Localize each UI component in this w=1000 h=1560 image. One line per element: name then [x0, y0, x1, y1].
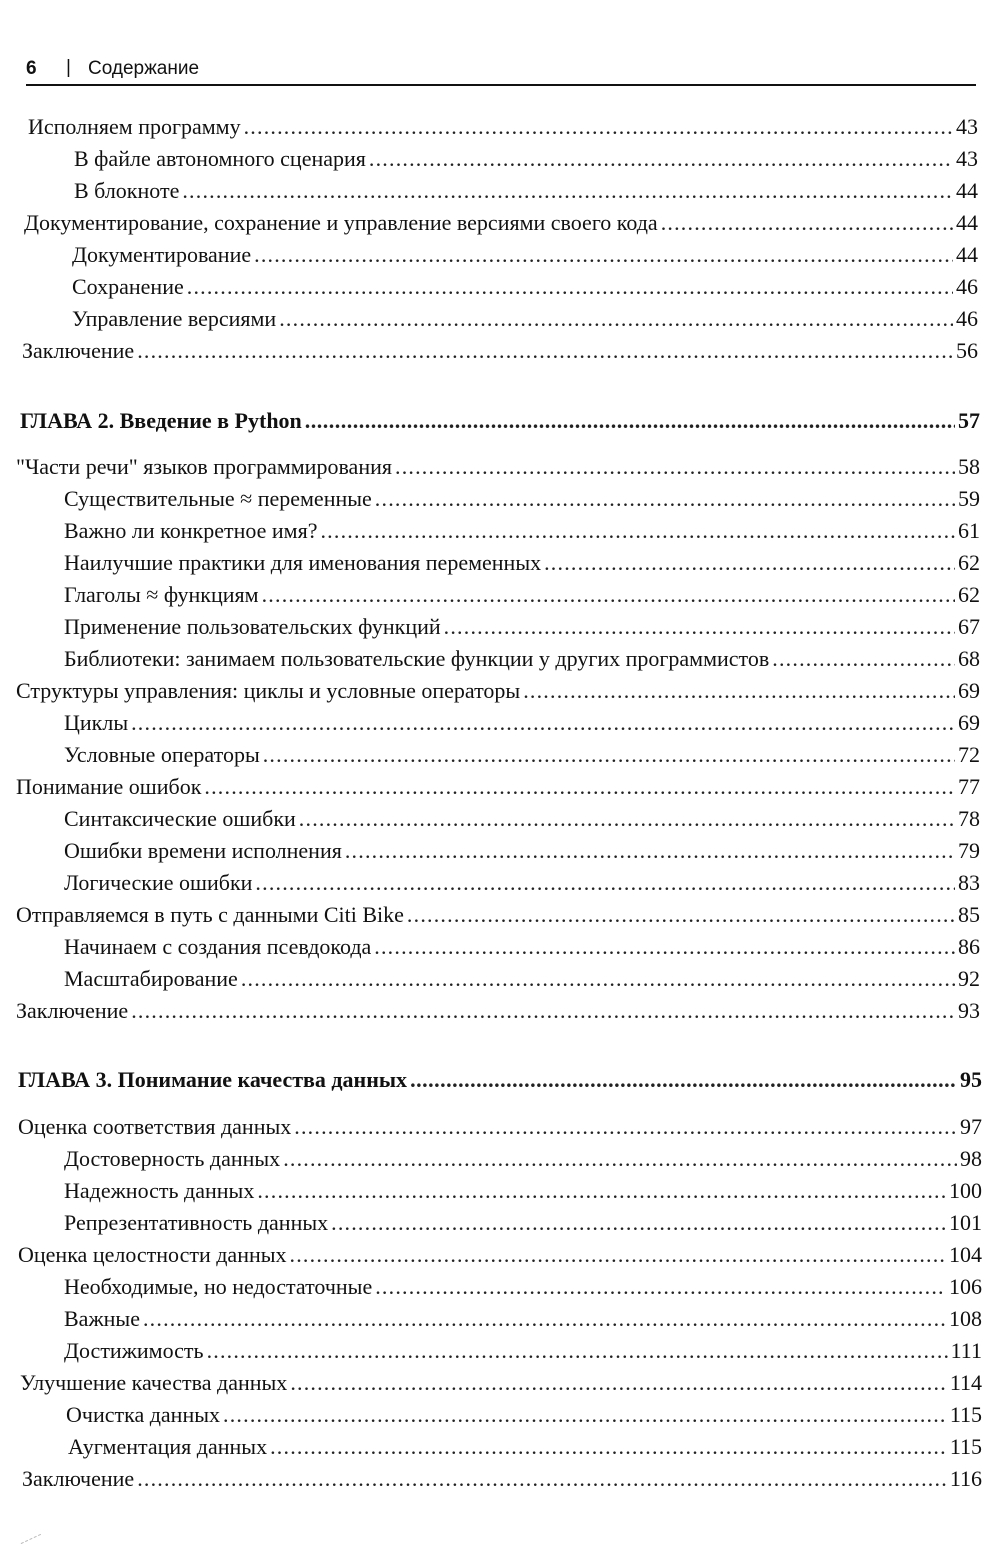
toc-entry-page-number: 106 — [949, 1274, 982, 1299]
toc-entry-title: Понимание ошибок — [16, 774, 202, 799]
toc-section-entry[interactable] — [28, 112, 978, 142]
toc-section-entry[interactable] — [16, 900, 980, 930]
dot-leader — [294, 1112, 957, 1142]
dot-leader — [241, 964, 955, 994]
toc-entry-title: Репрезентативность данных — [64, 1210, 329, 1235]
toc-entry-title: Оценка целостности данных — [18, 1242, 287, 1267]
dot-leader — [207, 1336, 948, 1366]
toc-entry-page-number: 43 — [956, 146, 978, 171]
dot-leader — [395, 452, 955, 482]
toc-entry-page-number: 79 — [958, 838, 980, 863]
toc-entry-page-number: 101 — [949, 1210, 982, 1235]
toc-entry-title: Документирование — [72, 242, 252, 267]
toc-entry-title: Библиотеки: занимаем пользовательские функции у других программистов — [64, 646, 770, 671]
dot-leader — [143, 1304, 946, 1334]
toc-subsection-entry[interactable] — [72, 304, 978, 334]
toc-entry-page-number: 116 — [949, 1466, 982, 1491]
toc-entry-page-number: 93 — [958, 998, 980, 1023]
dot-leader — [204, 772, 955, 802]
toc-entry-title: Заключение — [22, 338, 135, 363]
toc-entry-title: Синтаксические ошибки — [64, 806, 296, 831]
dot-leader — [407, 900, 955, 930]
dot-leader — [410, 1065, 957, 1095]
toc-subsection-entry[interactable] — [64, 932, 980, 962]
dot-leader — [270, 1432, 947, 1462]
running-head-separator: | — [66, 57, 71, 78]
dot-leader — [137, 336, 953, 366]
dot-leader — [369, 144, 953, 174]
toc-entry-page-number: 77 — [958, 774, 980, 799]
toc-entry-page-number: 46 — [956, 306, 978, 331]
toc-subsection-entry[interactable] — [64, 1208, 982, 1238]
toc-section-entry[interactable] — [22, 336, 978, 366]
dot-leader — [661, 208, 953, 238]
toc-chapter-entry[interactable] — [20, 406, 980, 436]
toc-subsection-entry[interactable] — [64, 708, 980, 738]
toc-entry-page-number: 67 — [958, 614, 980, 639]
toc-entry-title: ГЛАВА 2. Введение в Python — [20, 408, 302, 433]
toc-entry-page-number: 92 — [958, 966, 980, 991]
toc-entry-title: Аугментация данных — [68, 1434, 268, 1459]
toc-entry-title: Очистка данных — [66, 1402, 221, 1427]
toc-entry-title: Глаголы ≈ функциям — [64, 582, 259, 607]
toc-entry-title: Улучшение качества данных — [20, 1370, 288, 1395]
toc-entry-page-number: 58 — [958, 454, 980, 479]
toc-section-entry[interactable] — [20, 1368, 982, 1398]
toc-subsection-entry[interactable] — [64, 484, 980, 514]
toc-entry-page-number: 98 — [960, 1146, 982, 1171]
toc-entry-title: Достоверность данных — [64, 1146, 281, 1171]
dot-leader — [375, 484, 955, 514]
toc-subsection-entry[interactable] — [64, 516, 980, 546]
toc-entry-page-number: 69 — [958, 710, 980, 735]
toc-entry-title: Структуры управления: циклы и условные операторы — [16, 678, 521, 703]
dot-leader — [254, 240, 953, 270]
toc-subsection-entry[interactable] — [64, 964, 980, 994]
toc-entry-page-number: 44 — [956, 242, 978, 267]
toc-subsection-entry[interactable] — [68, 1432, 982, 1462]
toc-entry-page-number: 56 — [956, 338, 978, 363]
toc-subsection-entry[interactable] — [64, 612, 980, 642]
toc-entry-title: Заключение — [16, 998, 129, 1023]
toc-entry-title: Важно ли конкретное имя? — [64, 518, 318, 543]
toc-entry-title: Ошибки времени исполнения — [64, 838, 342, 863]
dot-leader — [137, 1464, 947, 1494]
page-scuff-mark — [21, 1534, 46, 1553]
dot-leader — [131, 708, 955, 738]
toc-entry-page-number: 62 — [958, 582, 980, 607]
toc-entry-page-number: 115 — [949, 1402, 982, 1427]
toc-entry-page-number: 114 — [949, 1370, 982, 1395]
toc-entry-page-number: 44 — [956, 210, 978, 235]
toc-entry-title: В блокноте — [74, 178, 180, 203]
toc-entry-title: Заключение — [22, 1466, 135, 1491]
toc-section-entry[interactable] — [16, 676, 980, 706]
toc-subsection-entry[interactable] — [64, 1144, 982, 1174]
dot-leader — [772, 644, 955, 674]
dot-leader — [279, 304, 953, 334]
toc-subsection-entry[interactable] — [64, 1272, 982, 1302]
toc-subsection-entry[interactable] — [64, 1176, 982, 1206]
toc-entry-title: Начинаем с создания псевдокода — [64, 934, 372, 959]
toc-entry-page-number: 59 — [958, 486, 980, 511]
toc-entry-title: Сохранение — [72, 274, 184, 299]
toc-subsection-entry[interactable] — [72, 240, 978, 270]
dot-leader — [374, 932, 955, 962]
toc-subsection-entry[interactable] — [66, 1400, 982, 1430]
dot-leader — [223, 1400, 947, 1430]
dot-leader — [255, 868, 955, 898]
toc-entry-page-number: 61 — [958, 518, 980, 543]
toc-section-entry[interactable] — [22, 1464, 982, 1494]
toc-entry-page-number: 100 — [949, 1178, 982, 1203]
dot-leader — [544, 548, 955, 578]
toc-entry-title: Применение пользовательских функций — [64, 614, 441, 639]
toc-subsection-entry[interactable] — [64, 548, 980, 578]
toc-subsection-entry[interactable] — [74, 144, 978, 174]
toc-entry-page-number: 104 — [949, 1242, 982, 1267]
dot-leader — [290, 1368, 947, 1398]
toc-entry-page-number: 68 — [958, 646, 980, 671]
toc-subsection-entry[interactable] — [64, 580, 980, 610]
toc-entry-title: Отправляемся в путь с данными Citi Bike — [16, 902, 404, 927]
dot-leader — [182, 176, 953, 206]
dot-leader — [187, 272, 953, 302]
toc-section-entry[interactable] — [24, 208, 978, 238]
toc-entry-page-number: 57 — [958, 408, 980, 433]
toc-entry-title: Логические ошибки — [64, 870, 253, 895]
toc-entry-page-number: 97 — [960, 1114, 982, 1139]
toc-section-entry[interactable] — [16, 996, 980, 1026]
toc-subsection-entry[interactable] — [64, 1336, 982, 1366]
toc-entry-title: В файле автономного сценария — [74, 146, 366, 171]
dot-leader — [345, 836, 955, 866]
toc-entry-page-number: 78 — [958, 806, 980, 831]
dot-leader — [263, 740, 955, 770]
toc-section-entry[interactable] — [18, 1240, 982, 1270]
toc-entry-title: Надежность данных — [64, 1178, 255, 1203]
dot-leader — [523, 676, 955, 706]
toc-subsection-entry[interactable] — [64, 740, 980, 770]
toc-entry-title: Условные операторы — [64, 742, 260, 767]
toc-entry-title: Циклы — [64, 710, 129, 735]
toc-subsection-entry[interactable] — [64, 836, 980, 866]
toc-entry-title: Достижимость — [64, 1338, 204, 1363]
toc-entry-title: Документирование, сохранение и управление версиями своего кода — [24, 210, 658, 235]
toc-section-entry[interactable] — [16, 772, 980, 802]
toc-entry-page-number: 72 — [958, 742, 980, 767]
dot-leader — [375, 1272, 946, 1302]
dot-leader — [444, 612, 955, 642]
dot-leader — [262, 580, 955, 610]
dot-leader — [331, 1208, 946, 1238]
toc-entry-page-number: 44 — [956, 178, 978, 203]
toc-entry-title: ГЛАВА 3. Понимание качества данных — [18, 1067, 408, 1092]
dot-leader — [320, 516, 955, 546]
toc-entry-title: Важные — [64, 1306, 140, 1331]
dot-leader — [244, 112, 953, 142]
toc-section-entry[interactable] — [16, 452, 980, 482]
toc-chapter-entry[interactable] — [18, 1065, 982, 1095]
toc-subsection-entry[interactable] — [64, 804, 980, 834]
toc-entry-title: Исполняем программу — [28, 114, 241, 139]
toc-entry-title: Управление версиями — [72, 306, 277, 331]
dot-leader — [305, 406, 955, 436]
toc-subsection-entry[interactable] — [64, 868, 980, 898]
toc-entry-page-number: 43 — [956, 114, 978, 139]
toc-entry-page-number: 111 — [950, 1338, 982, 1363]
toc-entry-title: "Части речи" языков программирования — [16, 454, 392, 479]
toc-entry-page-number: 115 — [949, 1434, 982, 1459]
toc-subsection-entry[interactable] — [64, 644, 980, 674]
toc-entry-title: Необходимые, но недостаточные — [64, 1274, 373, 1299]
toc-section-entry[interactable] — [18, 1112, 982, 1142]
toc-subsection-entry[interactable] — [64, 1304, 982, 1334]
dot-leader — [290, 1240, 946, 1270]
dot-leader — [299, 804, 955, 834]
running-head-title: Содержание — [88, 58, 200, 79]
toc-entry-title: Оценка соответствия данных — [18, 1114, 292, 1139]
toc-entry-title: Существительные ≈ переменные — [64, 486, 372, 511]
toc-entry-page-number: 95 — [960, 1067, 982, 1092]
dot-leader — [131, 996, 955, 1026]
toc-entry-page-number: 83 — [958, 870, 980, 895]
dot-leader — [283, 1144, 957, 1174]
toc-entry-page-number: 46 — [956, 274, 978, 299]
toc-entry-title: Наилучшие практики для именования переменных — [64, 550, 542, 575]
toc-entry-page-number: 62 — [958, 550, 980, 575]
dot-leader — [257, 1176, 946, 1206]
page-number: 6 — [26, 58, 37, 79]
toc-subsection-entry[interactable] — [74, 176, 978, 206]
toc-subsection-entry[interactable] — [72, 272, 978, 302]
toc-entry-title: Масштабирование — [64, 966, 238, 991]
toc-entry-page-number: 69 — [958, 678, 980, 703]
toc-entry-page-number: 85 — [958, 902, 980, 927]
toc-entry-page-number: 86 — [958, 934, 980, 959]
toc-entry-page-number: 108 — [949, 1306, 982, 1331]
running-head — [26, 56, 976, 86]
